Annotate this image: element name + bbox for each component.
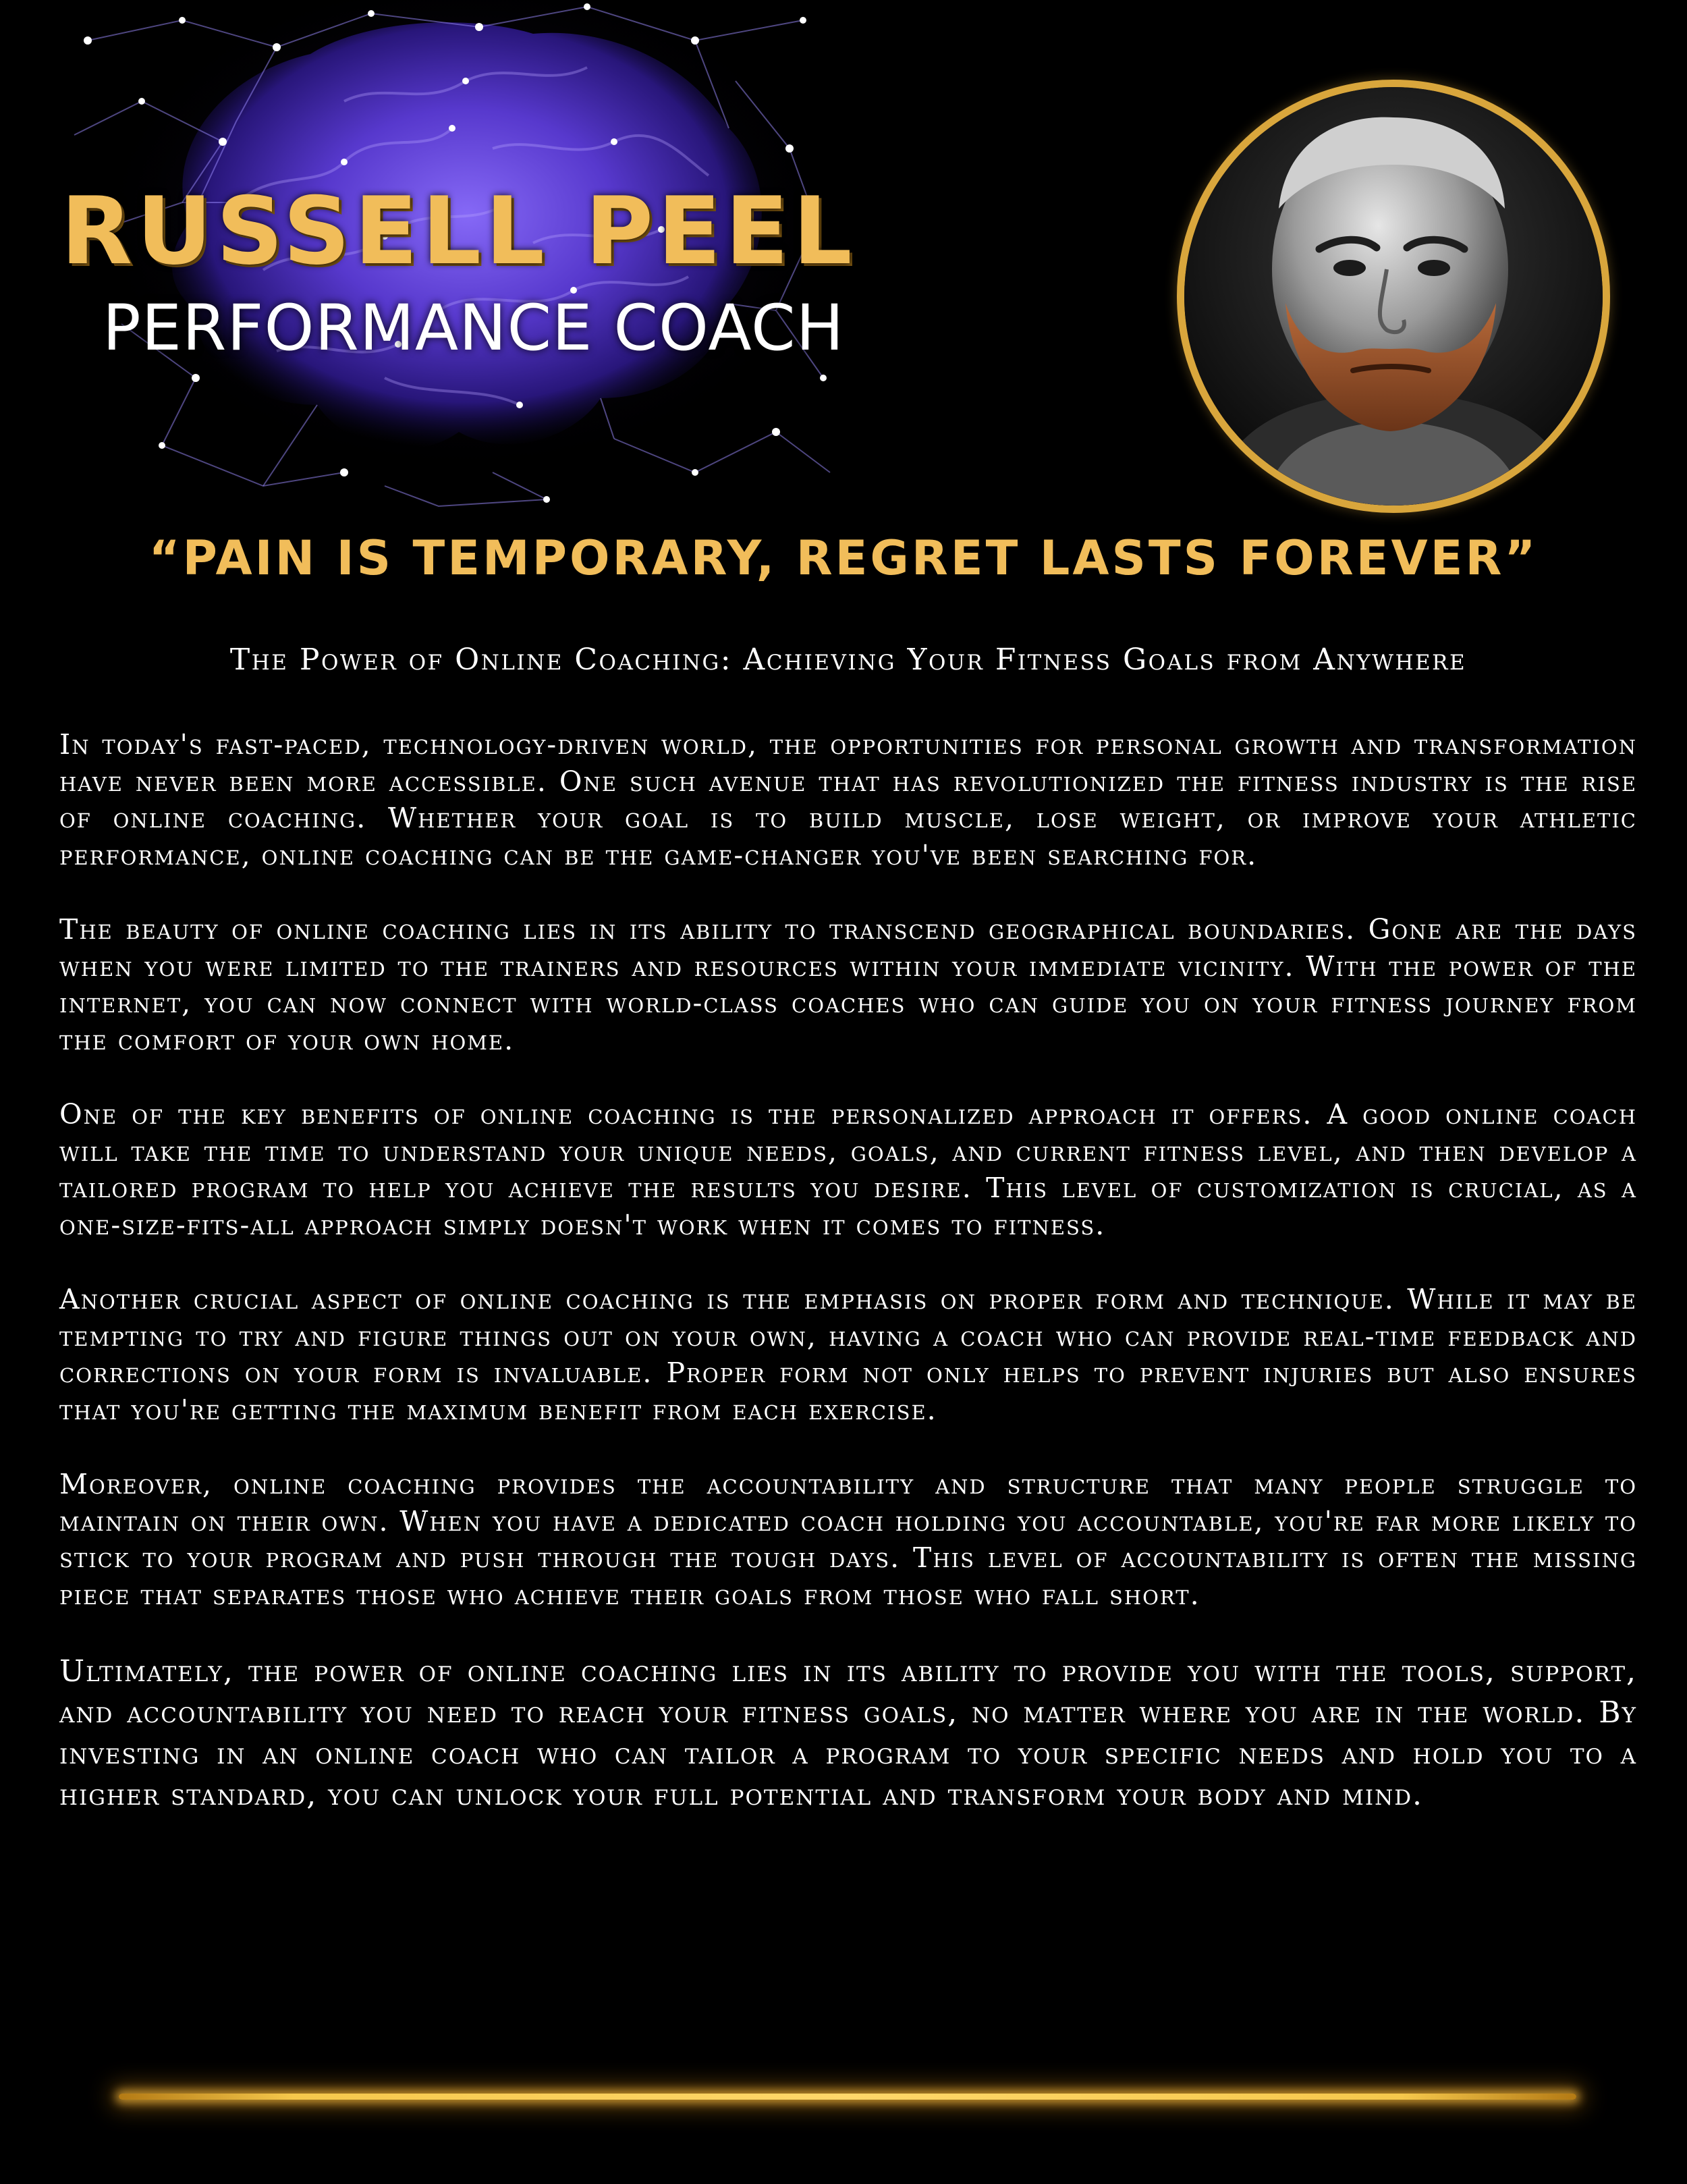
article-paragraph: Ultimately, the power of online coaching lies in its ability to provide you with the tools, support, and accountability you need to reach your fitness goals, no matter where you are in the world. By investing in an online coach who can tailor a program to your specific needs and hold you to a higher standard, you can unlock your full potential and transform your body and mind. [59, 1654, 1637, 1812]
article-paragraph: Another crucial aspect of online coaching is the emphasis on proper form and technique. While it may be tempting to try and figure things out on your own, having a coach who can provide real-time feedback and corrections on your form is invaluable. Proper form not only helps to prevent injuries but also ensures that you're getting the maximum benefit from each exercise. [59, 1283, 1637, 1426]
motto-quote: “PAIN IS TEMPORARY, REGRET LASTS FOREVER” [148, 530, 1539, 586]
brand-title: RUSSELL PEEL [61, 177, 856, 285]
brand-subtitle: PERFORMANCE COACH [103, 292, 845, 365]
article [59, 641, 1637, 1853]
coach-portrait [1177, 80, 1610, 513]
article-paragraph: Moreover, online coaching provides the accountability and structure that many people struggle to maintain on their own. When you have a dedicated coach holding you accountable, you're far more likely to stick to your program and push through the tough days. This level of accountability is often the missing piece that separates those who achieve their goals from those who fall short. [59, 1468, 1638, 1611]
gold-glow-divider [119, 2094, 1576, 2100]
coach-portrait-photo [1184, 87, 1603, 506]
article-paragraph: In today's fast-paced, technology-driven world, the opportunities for personal growth and transformation have never been more accessible. One such avenue that has revolutionized the fitness industry is the rise of online coaching. Whether your goal is to build muscle, lose weight, or improve your athletic performance, online coaching can be the game-changer you've been searching for. [59, 728, 1637, 871]
article-heading: The Power of Online Coaching: Achieving Your Fitness Goals from Anywhere [229, 643, 1467, 677]
article-paragraph: The beauty of online coaching lies in its ability to transcend geographical boundaries. Gone are the days when you were limited to the trainers and resources within your immediate vicinity. With the power of the internet, you can now connect with world-class coaches who can guide you on your fitness journey from the comfort of your own home. [59, 913, 1637, 1056]
article-paragraph: One of the key benefits of online coaching is the personalized approach it offers. A good online coach will take the time to understand your unique needs, goals, and current fitness level, and then develop a tailored program to help you achieve the results you desire. This level of customization is crucial, as a one-size-fits-all approach simply doesn't work when it comes to fitness. [59, 1098, 1637, 1241]
